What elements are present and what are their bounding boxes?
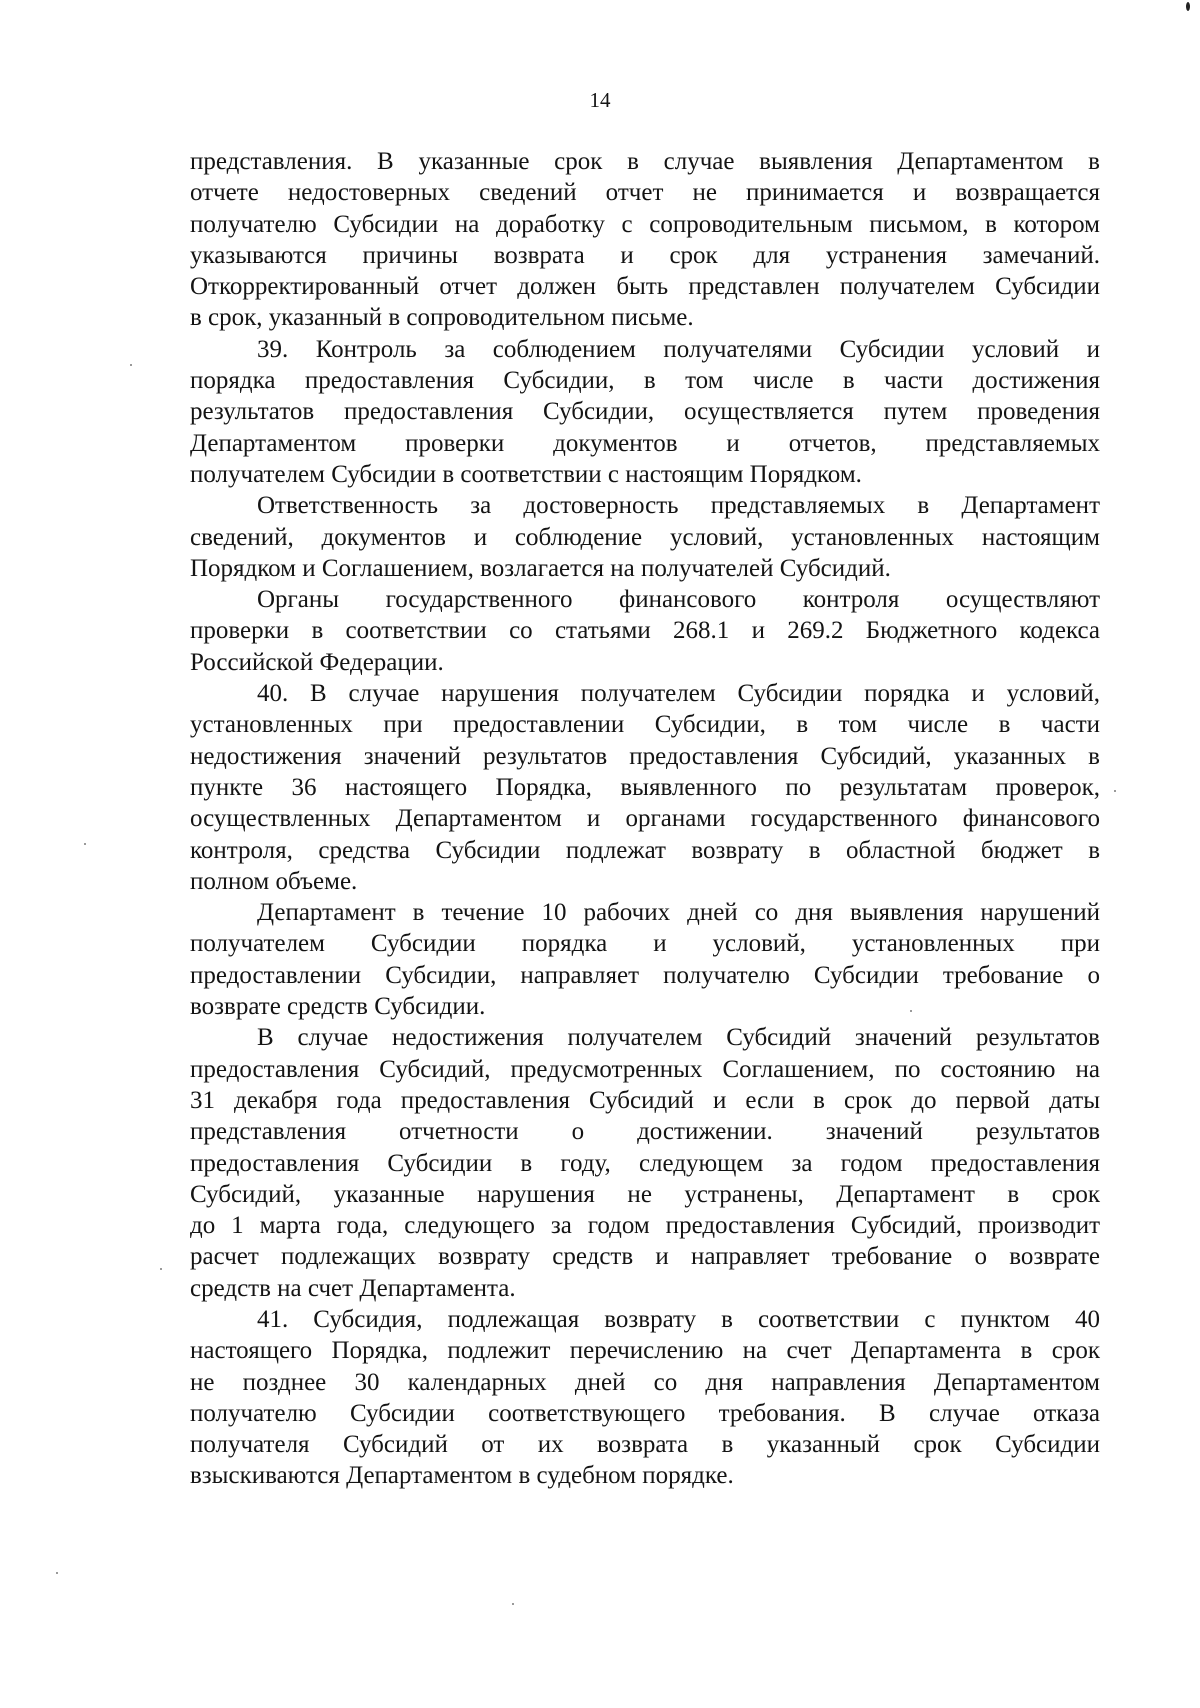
- text-line: взыскиваются Департаментом в судебном порядке.: [190, 1462, 734, 1490]
- text-line: расчет подлежащих возврату средств и направляет требование о возврате: [190, 1243, 1100, 1271]
- text-line: получателю Субсидии соответствующего требования. В случае отказа: [190, 1399, 1100, 1427]
- text-line: отчете недостоверных сведений отчет не принимается и возвращается: [190, 179, 1100, 207]
- scan-speck: [1114, 790, 1116, 792]
- scan-speck: [56, 1572, 58, 1574]
- text-line: получателем Субсидии в соответствии с настоящим Порядком.: [190, 460, 862, 488]
- text-line: установленных при предоставлении Субсидии, в том числе в части: [190, 711, 1100, 739]
- text-line: 40. В случае нарушения получателем Субсидии порядка и условий,: [257, 680, 1100, 708]
- scan-speck: [130, 364, 132, 366]
- paragraph-clause-40: [190, 678, 1100, 897]
- paragraph-clause-39: [190, 334, 1100, 490]
- paragraph-non-achievement: [190, 1022, 1100, 1304]
- text-line: проверки в соответствии со статьями 268.1 и 269.2 Бюджетного кодекса: [190, 617, 1100, 645]
- paragraph-clause-41: [190, 1304, 1100, 1492]
- text-line: порядка предоставления Субсидии, в том числе в части достижения: [190, 367, 1100, 395]
- text-line: Департамент в течение 10 рабочих дней со дня выявления нарушений: [257, 899, 1100, 927]
- scan-speck: [1186, 2, 1190, 11]
- text-line: средств на счет Департамента.: [190, 1274, 516, 1302]
- text-line: пункте 36 настоящего Порядка, выявленного по результатам проверок,: [190, 773, 1100, 801]
- text-line: Департаментом проверки документов и отчетов, представляемых: [190, 429, 1100, 457]
- text-line: Порядком и Соглашением, возлагается на получателей Субсидий.: [190, 554, 891, 582]
- text-line: недостижения значений результатов предоставления Субсидий, указанных в: [190, 742, 1100, 770]
- text-line: В случае недостижения получателем Субсидий значений результатов: [257, 1024, 1100, 1052]
- scan-speck: [160, 1268, 162, 1270]
- scan-speck: [512, 1603, 514, 1605]
- text-line: Ответственность за достоверность представляемых в Департамент: [257, 492, 1100, 520]
- text-line: получателю Субсидии на доработку с сопроводительным письмом, в котором: [190, 210, 1100, 238]
- page-number: 14: [589, 88, 611, 112]
- scan-speck: [84, 843, 86, 845]
- text-line: Органы государственного финансового контроля осуществляют: [257, 586, 1100, 614]
- text-line: полном объеме.: [190, 867, 358, 895]
- text-line: предоставления Субсидии в году, следующем за годом предоставления: [190, 1149, 1100, 1177]
- text-line: 31 декабря года предоставления Субсидий и если в срок до первой даты: [190, 1086, 1100, 1114]
- paragraph-financial-control: [190, 584, 1100, 678]
- text-line: результатов предоставления Субсидии, осуществляется путем проведения: [190, 398, 1100, 426]
- text-line: настоящего Порядка, подлежит перечислению на счет Департамента в срок: [190, 1337, 1100, 1365]
- text-line: не позднее 30 календарных дней со дня направления Департаментом: [190, 1368, 1100, 1396]
- scan-speck: [910, 1010, 912, 1012]
- text-line: Субсидий, указанные нарушения не устранены, Департамент в срок: [190, 1180, 1100, 1208]
- text-line: предоставления Субсидий, предусмотренных Соглашением, по состоянию на: [190, 1055, 1100, 1083]
- text-line: 39. Контроль за соблюдением получателями Субсидии условий и: [257, 335, 1100, 363]
- text-line: указываются причины возврата и срок для устранения замечаний.: [190, 241, 1100, 269]
- text-line: 41. Субсидия, подлежащая возврату в соответствии с пунктом 40: [257, 1305, 1100, 1333]
- text-line: представления. В указанные срок в случае выявления Департаментом в: [190, 148, 1100, 175]
- text-line: получателя Субсидий от их возврата в указанный срок Субсидии: [190, 1431, 1100, 1459]
- text-line: получателем Субсидии порядка и условий, установленных при: [190, 930, 1100, 958]
- paragraph-responsibility: [190, 490, 1100, 584]
- text-line: предоставлении Субсидии, направляет получателю Субсидии требование о: [190, 961, 1100, 989]
- text-line: сведений, документов и соблюдение условий, установленных настоящим: [190, 523, 1100, 551]
- text-line: в срок, указанный в сопроводительном письме.: [190, 304, 694, 332]
- text-line: до 1 марта года, следующего за годом предоставления Субсидий, производит: [190, 1212, 1100, 1240]
- paragraph-refund-demand: [190, 897, 1100, 1022]
- text-line: контроля, средства Субсидии подлежат возврату в областной бюджет в: [190, 836, 1100, 864]
- text-line: возврате средств Субсидии.: [190, 993, 486, 1021]
- text-line: представления отчетности о достижении. значений результатов: [190, 1118, 1100, 1146]
- paragraph-report-review: [190, 146, 1100, 334]
- text-line: Откорректированный отчет должен быть представлен получателем Субсидии: [190, 273, 1100, 301]
- text-line: Российской Федерации.: [190, 648, 444, 676]
- text-line: осуществленных Департаментом и органами государственного финансового: [190, 805, 1100, 833]
- document-body: [190, 146, 1100, 1492]
